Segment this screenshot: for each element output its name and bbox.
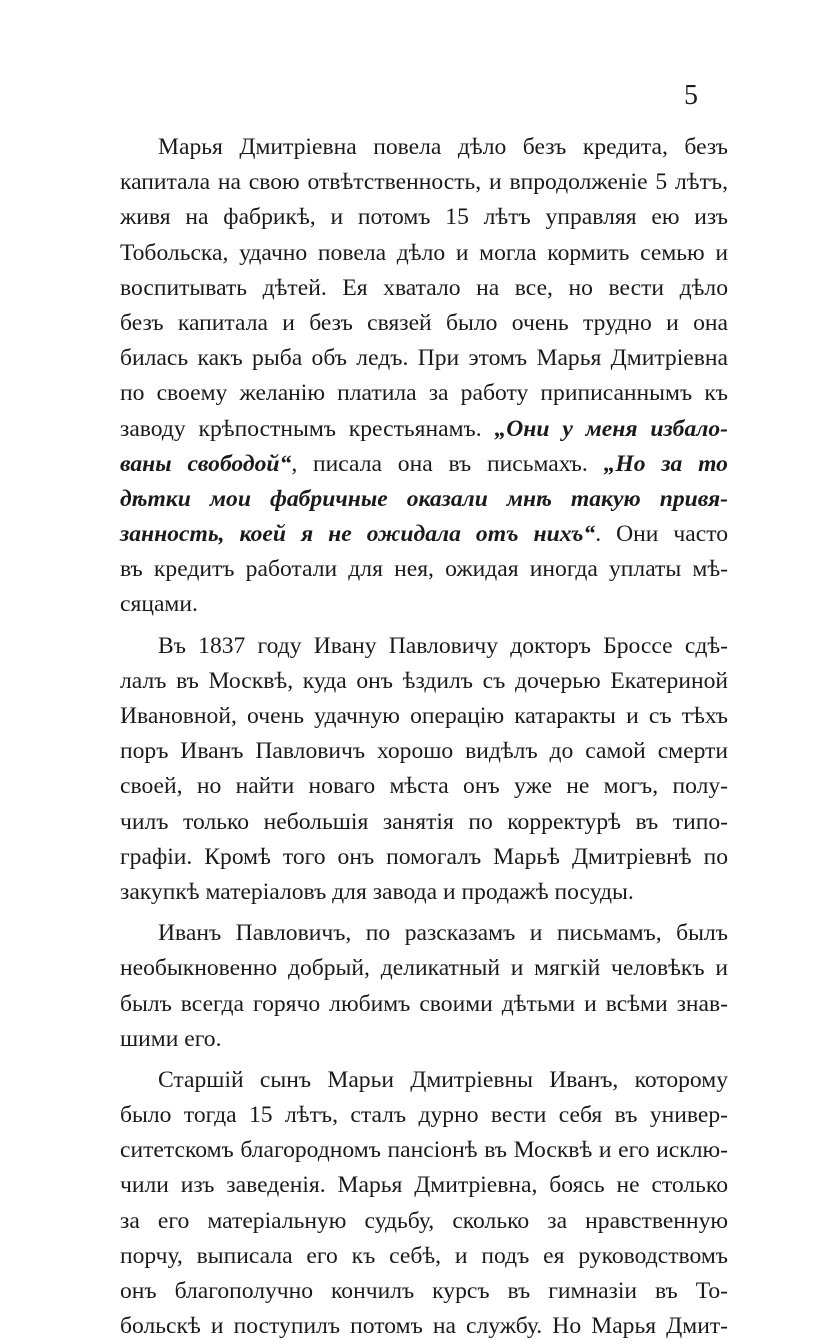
text-line [120, 412, 728, 447]
text-line: Въ 1837 году Ивану Павловичу докторъ Броссе сдѣ- [158, 632, 728, 659]
body-text [120, 130, 728, 1344]
page-number: 5 [684, 80, 698, 111]
text-line: по своему желанію платила за работу приписаннымъ къ [120, 380, 728, 407]
text-line: за его матеріальную судьбу, сколько за нравственную [120, 1207, 728, 1234]
text-line: въ кредитъ работали для нея, ожидая иногда уплаты мѣ- [120, 556, 728, 583]
text-line: Ивановной, очень удачную операцію катаракты и съ тѣхъ [120, 703, 728, 729]
text-run: . Они часто [595, 521, 729, 548]
text-line: воспитывать дѣтей. Ея хватало на все, но вести дѣло [120, 274, 728, 301]
text-line: ситетскомъ благородномъ пансіонѣ въ Москвѣ и его исклю- [120, 1137, 728, 1164]
quote-run: ваны свободой“ [120, 450, 292, 477]
text-line [120, 447, 728, 482]
text-line: закупкѣ матеріаловъ для завода и продажѣ посуды. [120, 878, 634, 905]
text-line: поръ Иванъ Павловичъ хорошо видѣлъ до самой смерти [120, 738, 728, 765]
text-line: дѣтки мои фабричные оказали мнѣ такую привя- [120, 485, 728, 512]
text-line: безъ капитала и безъ связей было очень трудно и она [120, 309, 728, 336]
quote-run: „Они у меня избало- [494, 415, 728, 442]
text-line: билась какъ рыба объ ледъ. При этомъ Марья Дмитріевна [120, 345, 728, 372]
text-line: больскѣ и поступилъ потомъ на службу. Но Марья Дмит- [120, 1313, 728, 1340]
text-line: онъ благополучно кончилъ курсъ въ гимназіи въ То- [120, 1278, 728, 1304]
quote-run: занность, коей я не ожидала отъ нихъ“ [120, 521, 596, 548]
text-line: графіи. Кромѣ того онъ помогалъ Марьѣ Дмитріевнѣ по [120, 843, 728, 870]
paragraph [120, 916, 728, 1057]
text-line: живя на фабрикѣ, и потомъ 15 лѣтъ управляя ею изъ [120, 204, 728, 231]
text-run: заводу крѣпостнымъ крестьянамъ. [120, 415, 495, 442]
text-line: сяцами. [120, 591, 198, 618]
text-line: было тогда 15 лѣтъ, сталъ дурно вести себя въ универ- [120, 1102, 728, 1129]
quote-run: „Но за то [603, 450, 728, 477]
text-line: лалъ въ Москвѣ, куда онъ ѣздилъ съ дочерью Екатериной [120, 667, 728, 694]
text-line: своей, но найти новаго мѣста онъ уже не могъ, полу- [120, 773, 728, 800]
text-line [120, 517, 728, 552]
paragraph [120, 629, 728, 911]
text-line: Марья Дмитріевна повела дѣло безъ кредита, безъ [158, 134, 728, 160]
text-line: былъ всегда горячо любимъ своими дѣтьми и всѣми знав- [120, 990, 728, 1017]
text-line: порчу, выписала его къ себѣ, и подъ ея руководствомъ [120, 1242, 728, 1269]
paragraph [120, 130, 728, 623]
text-line: Старшій сынъ Марьи Дмитріевны Иванъ, которому [158, 1066, 728, 1093]
text-line: чилъ только небольшія занятія по корректурѣ въ типо- [120, 808, 728, 835]
text-line: Иванъ Павловичъ, по разсказамъ и письмамъ, былъ [158, 920, 728, 947]
text-line: шими его. [120, 1025, 222, 1052]
text-line: чили изъ заведенія. Марья Дмитріевна, боясь не столько [120, 1172, 728, 1199]
text-line: Тобольска, удачно повела дѣло и могла кормить семью и [120, 239, 728, 266]
text-line: необыкновенно добрый, деликатный и мягкій человѣкъ и [120, 955, 728, 982]
paragraph [120, 1063, 728, 1344]
text-line: капитала на свою отвѣтственность, и впродолженіе 5 лѣтъ, [120, 169, 728, 196]
text-run: , писала она въ письмахъ. [291, 450, 604, 477]
